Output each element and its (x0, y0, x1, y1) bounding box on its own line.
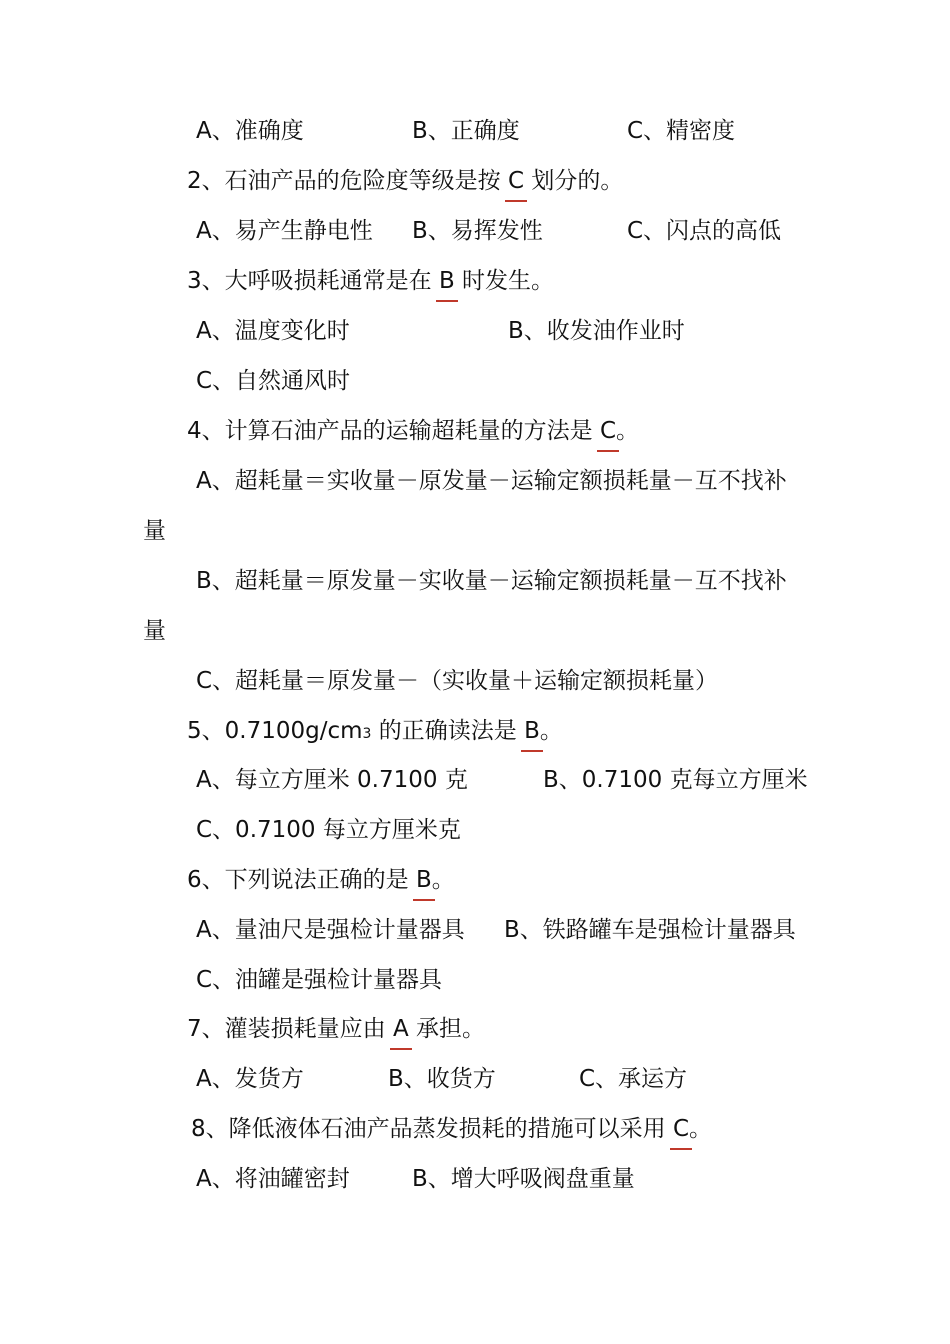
q3-option-b: B、收发油作业时 (508, 318, 685, 344)
q8-suffix: 。 (689, 1116, 713, 1142)
q3-option-a: A、温度变化时 (196, 318, 350, 344)
q4-option-b-line1: B、超耗量＝原发量－实收量－运输定额损耗量－互不找补 (196, 568, 787, 594)
q5-option-a: A、每立方厘米 0.7100 克 (196, 767, 468, 793)
q5-question (187, 716, 563, 749)
q8-option-a: A、将油罐密封 (196, 1166, 350, 1192)
q4-suffix: 。 (616, 418, 640, 444)
q4-option-c: C、超耗量＝原发量－（实收量＋运输定额损耗量） (196, 668, 719, 694)
q2-option-a: A、易产生静电性 (196, 218, 373, 244)
q2-answer: C (507, 168, 525, 194)
q6-option-c: C、油罐是强检计量器具 (196, 967, 443, 993)
q7-option-c: C、承运方 (579, 1066, 688, 1092)
q7-option-a: A、发货方 (196, 1066, 304, 1092)
q6-option-a: A、量油尺是强检计量器具 (196, 917, 465, 943)
q2-option-c: C、闪点的高低 (627, 218, 782, 244)
q4-option-a-line2: 量 (143, 518, 166, 544)
q5-suffix: 。 (539, 718, 563, 744)
q4-prefix: 4、计算石油产品的运输超耗量的方法是 (187, 418, 600, 444)
q6-answer: B (415, 867, 432, 893)
q5-answer: B (524, 718, 540, 744)
q7-option-b: B、收货方 (388, 1066, 496, 1092)
q3-question (187, 266, 554, 296)
q4-option-a-line1: A、超耗量＝实收量－原发量－运输定额损耗量－互不找补 (196, 468, 787, 494)
q3-suffix: 时发生。 (454, 268, 555, 294)
q3-option-c: C、自然通风时 (196, 368, 351, 394)
q7-prefix: 7、灌装损耗量应由 (187, 1016, 393, 1042)
q5-option-c: C、0.7100 每立方厘米克 (196, 817, 461, 843)
q6-question (187, 865, 455, 895)
q3-answer: B (438, 268, 455, 294)
q5-subscript: 3 (362, 726, 372, 742)
q2-suffix: 划分的。 (524, 168, 624, 194)
q1-option-b: B、正确度 (412, 118, 520, 144)
q5-mid: 的正确读法是 (371, 718, 525, 744)
q5-prefix: 5、0.7100g/cm (187, 718, 363, 744)
q3-prefix: 3、大呼吸损耗通常是在 (187, 268, 439, 294)
q4-answer: C (599, 418, 617, 444)
q8-prefix: 8、降低液体石油产品蒸发损耗的措施可以采用 (191, 1116, 673, 1142)
q4-question (187, 416, 639, 446)
q6-prefix: 6、下列说法正确的是 (187, 867, 416, 893)
q7-question (187, 1014, 485, 1044)
q1-option-a: A、准确度 (196, 118, 304, 144)
q6-suffix: 。 (431, 867, 455, 893)
q2-question (187, 166, 623, 196)
q8-question (191, 1114, 712, 1144)
q2-option-b: B、易挥发性 (412, 218, 543, 244)
q8-option-b: B、增大呼吸阀盘重量 (412, 1166, 635, 1192)
q1-option-c: C、精密度 (627, 118, 736, 144)
q6-option-b: B、铁路罐车是强检计量器具 (504, 917, 796, 943)
q5-option-b: B、0.7100 克每立方厘米 (543, 767, 808, 793)
q4-option-b-line2: 量 (143, 618, 166, 644)
q7-suffix: 承担。 (408, 1016, 485, 1042)
q2-prefix: 2、石油产品的危险度等级是按 (187, 168, 508, 194)
q7-answer: A (392, 1016, 409, 1042)
q8-answer: C (672, 1116, 690, 1142)
